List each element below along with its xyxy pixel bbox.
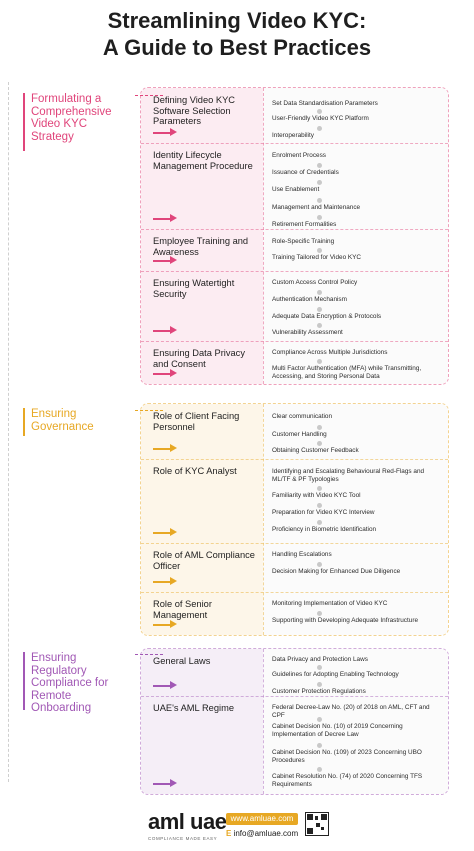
section-regulatory bbox=[140, 648, 449, 795]
list-item: Identifying and Escalating Behavioural Red-Flags and ML/TF & PF Typologies bbox=[272, 468, 425, 483]
block-title: Employee Training and Awareness bbox=[153, 236, 249, 257]
list-item: Role-Specific Training bbox=[272, 238, 335, 245]
list-item: Guidelines for Adopting Enabling Technology bbox=[272, 671, 399, 678]
block-separator bbox=[141, 229, 448, 230]
list-item: Enrolment Process bbox=[272, 152, 326, 159]
list-item: Preparation for Video KYC Interview bbox=[272, 509, 375, 516]
list-item: Training Tailored for Video KYC bbox=[272, 254, 362, 261]
block-separator bbox=[141, 341, 448, 342]
list-item: Compliance Across Multiple Jurisdictions bbox=[272, 349, 388, 356]
category-strategy bbox=[23, 87, 135, 157]
category-label: Ensuring Governance bbox=[31, 408, 94, 433]
category-bar bbox=[23, 93, 25, 151]
list-item: Retirement Formalities bbox=[272, 221, 337, 228]
page-title-line2: A Guide to Best Practices bbox=[102, 35, 372, 60]
list-item: Obtaining Customer Feedback bbox=[272, 447, 359, 454]
bullet-dot-icon bbox=[317, 486, 322, 491]
category-label: Ensuring Regulatory Compliance for Remote Onboarding bbox=[31, 652, 109, 714]
bullet-dot-icon bbox=[317, 425, 322, 430]
list-item: Set Data Standardisation Parameters bbox=[272, 100, 378, 107]
arrow-right-icon bbox=[153, 256, 177, 265]
email-line[interactable] bbox=[226, 828, 298, 840]
bullet-dot-icon bbox=[317, 163, 322, 168]
bullet-dot-icon bbox=[317, 180, 322, 185]
arrow-right-icon bbox=[153, 577, 177, 586]
block-title: Ensuring Data Privacy and Consent bbox=[153, 348, 245, 369]
list-item: User-Friendly Video KYC Platform bbox=[272, 115, 369, 122]
list-item: Management and Maintenance bbox=[272, 204, 361, 211]
list-item: Adequate Data Encryption & Protocols bbox=[272, 313, 382, 320]
email-address: info@amluae.com bbox=[233, 829, 299, 838]
block-separator bbox=[141, 696, 448, 697]
list-item: Monitoring Implementation of Video KYC bbox=[272, 600, 388, 607]
section-strategy bbox=[140, 87, 449, 385]
bullet-dot-icon bbox=[317, 767, 322, 772]
section-governance bbox=[140, 403, 449, 636]
bullet-dot-icon bbox=[317, 743, 322, 748]
block-title: Defining Video KYC Software Selection Parameters bbox=[153, 95, 236, 126]
block-title: UAE's AML Regime bbox=[153, 703, 234, 713]
list-item: Authentication Mechanism bbox=[272, 296, 347, 303]
arrow-right-icon bbox=[153, 681, 177, 690]
list-item: Cabinet Decision No. (109) of 2023 Concerning UBO Procedures bbox=[272, 749, 422, 764]
bullet-dot-icon bbox=[317, 307, 322, 312]
list-item: Handling Escalations bbox=[272, 551, 332, 558]
section-divider bbox=[263, 88, 264, 384]
arrow-right-icon bbox=[153, 369, 177, 378]
bullet-dot-icon bbox=[317, 665, 322, 670]
category-governance bbox=[23, 402, 135, 442]
block-title: General Laws bbox=[153, 656, 211, 666]
list-item: Familiarity with Video KYC Tool bbox=[272, 492, 361, 499]
page-title-line1: Streamlining Video KYC: bbox=[107, 8, 367, 33]
category-bar bbox=[23, 408, 25, 436]
block-separator bbox=[141, 592, 448, 593]
list-item: Multi Factor Authentication (MFA) while Transmitting, Accessing, and Storing Personal Data bbox=[272, 365, 422, 380]
bullet-dot-icon bbox=[317, 215, 322, 220]
bullet-dot-icon bbox=[317, 323, 322, 328]
bullet-dot-icon bbox=[317, 562, 322, 567]
list-item: Supporting with Developing Adequate Infrastructure bbox=[272, 617, 419, 624]
list-item: Interoperability bbox=[272, 132, 314, 139]
section-divider bbox=[263, 649, 264, 794]
list-item: Cabinet Resolution No. (74) of 2020 Concerning TFS Requirements bbox=[272, 773, 423, 788]
category-label: Formulating a Comprehensive Video KYC Strategy bbox=[31, 93, 112, 143]
bullet-dot-icon bbox=[317, 717, 322, 722]
bullet-dot-icon bbox=[317, 441, 322, 446]
logo: aml uae bbox=[148, 809, 227, 834]
bullet-dot-icon bbox=[317, 290, 322, 295]
bullet-dot-icon bbox=[317, 611, 322, 616]
list-item: Custom Access Control Policy bbox=[272, 279, 358, 286]
block-title: Ensuring Watertight Security bbox=[153, 278, 235, 299]
arrow-right-icon bbox=[153, 528, 177, 537]
bullet-dot-icon bbox=[317, 126, 322, 131]
list-item: Cabinet Decision No. (10) of 2019 Concerning Implementation of Decree Law bbox=[272, 723, 403, 738]
block-title: Role of Client Facing Personnel bbox=[153, 411, 240, 432]
category-bar bbox=[23, 652, 25, 710]
timeline-line bbox=[8, 82, 9, 782]
section-left-panel bbox=[141, 649, 263, 794]
bullet-dot-icon bbox=[317, 682, 322, 687]
list-item: Data Privacy and Protection Laws bbox=[272, 656, 368, 663]
block-title: Identity Lifecycle Management Procedure bbox=[153, 150, 253, 171]
bullet-dot-icon bbox=[317, 520, 322, 525]
block-separator bbox=[141, 143, 448, 144]
qr-code-icon[interactable] bbox=[305, 812, 329, 836]
email-prefix: E bbox=[226, 829, 232, 838]
website-link[interactable]: www.amluae.com bbox=[226, 813, 298, 825]
block-title: Role of KYC Analyst bbox=[153, 466, 237, 476]
list-item: Issuance of Credentials bbox=[272, 169, 339, 176]
section-divider bbox=[263, 404, 264, 635]
arrow-right-icon bbox=[153, 444, 177, 453]
list-item: Federal Decree-Law No. (20) of 2018 on AML, CFT and CPF bbox=[272, 704, 430, 719]
arrow-right-icon bbox=[153, 326, 177, 335]
block-separator bbox=[141, 459, 448, 460]
list-item: Vulnerability Assessment bbox=[272, 329, 343, 336]
block-separator bbox=[141, 543, 448, 544]
list-item: Clear communication bbox=[272, 413, 333, 420]
bullet-dot-icon bbox=[317, 198, 322, 203]
bullet-dot-icon bbox=[317, 503, 322, 508]
arrow-right-icon bbox=[153, 620, 177, 629]
list-item: Use Enablement bbox=[272, 186, 320, 193]
list-item: Customer Protection Regulations bbox=[272, 688, 366, 695]
bullet-dot-icon bbox=[317, 359, 322, 364]
category-regulatory bbox=[23, 646, 135, 716]
list-item: Decision Making for Enhanced Due Diligence bbox=[272, 568, 401, 575]
bullet-dot-icon bbox=[317, 248, 322, 253]
block-separator bbox=[141, 271, 448, 272]
list-item: Customer Handling bbox=[272, 431, 327, 438]
logo-tagline: COMPLIANCE MADE EASY bbox=[148, 836, 218, 841]
block-title: Role of Senior Management bbox=[153, 599, 212, 620]
block-title: Role of AML Compliance Officer bbox=[153, 550, 255, 571]
arrow-right-icon bbox=[153, 128, 177, 137]
arrow-right-icon bbox=[153, 214, 177, 223]
list-item: Proficiency in Biometric Identification bbox=[272, 526, 377, 533]
arrow-right-icon bbox=[153, 779, 177, 788]
bullet-dot-icon bbox=[317, 109, 322, 114]
